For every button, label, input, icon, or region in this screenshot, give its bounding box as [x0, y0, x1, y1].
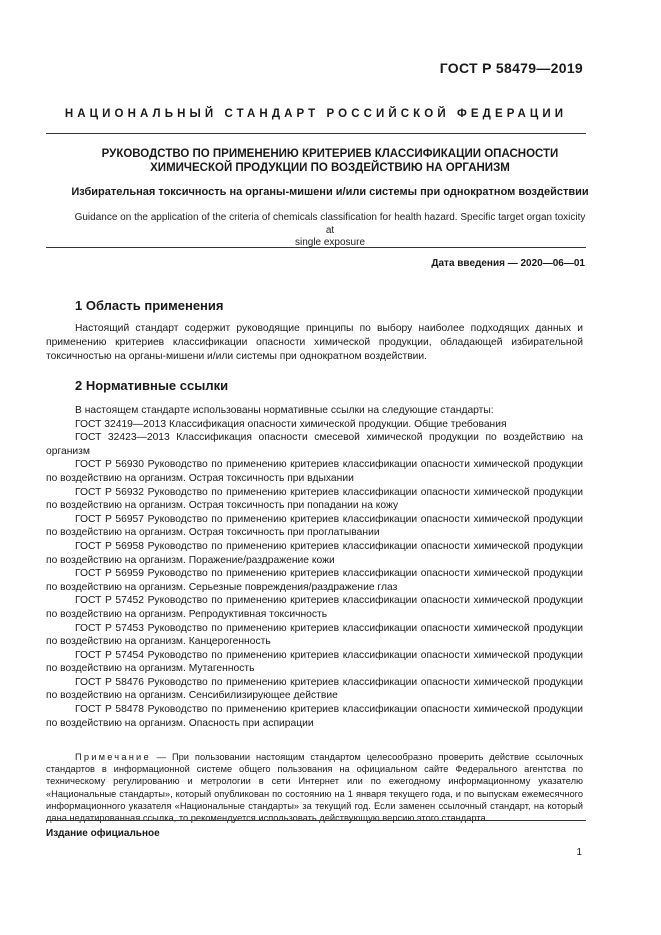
reference-item: ГОСТ Р 56959 Руководство по применению критериев классификации опасности химической продукции по воздействию на организм. Серьезные повреждения/раздражение глаз [46, 568, 583, 593]
title-en-line-1: Guidance on the application of the criteria of chemicals classification for health hazard. Specific target organ toxicity at [74, 212, 586, 236]
normative-references [46, 404, 583, 730]
note-label: Примечание [75, 752, 151, 762]
standard-number: ГОСТ Р 58479—2019 [439, 60, 583, 76]
reference-item: ГОСТ Р 57454 Руководство по применению критериев классификации опасности химической продукции по воздействию на организм. Мутагенность [46, 649, 583, 675]
footer-divider [46, 820, 586, 821]
section-2-heading: 2 Нормативные ссылки [75, 378, 229, 393]
document-subtitle-ru: Избирательная токсичность на органы-мишени и/или системы при однократном воздействии [71, 186, 589, 198]
title-line-1: РУКОВОДСТВО ПО ПРИМЕНЕНИЮ КРИТЕРИЕВ КЛАССИФИКАЦИИ ОПАСНОСТИ [101, 148, 559, 160]
note-text: — При пользовании настоящим стандартом целесообразно проверить действие ссылочных стандартов в информационной системе общего пользования на официальном сайте Федерального агентства по техническому регулированию и метрологии в сети Интернет или по ежегодному информационному указателю «Национальные стандарты», который опубликован по состоянию на 1 января текущего года, и по выпускам ежемесячного информационного указателя «Национальные стандарты» за текущий год. Если заменен ссылочный стандарт, на который дана недатированная ссылка, то рекомендуется использовать действующую версию этого стандарта [46, 752, 583, 824]
reference-item: ГОСТ Р 56958 Руководство по применению критериев классификации опасности химической продукции по воздействию на организм. Поражение/раздражение кожи [46, 540, 583, 566]
reference-item: ГОСТ Р 58476 Руководство по применению критериев классификации опасности химической продукции по воздействию на организм. Сенсибилизирующее действие [46, 676, 583, 702]
document-title-en [70, 212, 590, 250]
reference-item: ГОСТ 32419—2013 Классификация опасности химической продукции. Общие требования [75, 418, 507, 430]
reference-item: ГОСТ Р 57453 Руководство по применению критериев классификации опасности химической продукции по воздействию на организм. Канцерогенность [46, 622, 583, 648]
section-1-text [46, 322, 583, 364]
title-line-2: ХИМИЧЕСКОЙ ПРОДУКЦИИ ПО ВОЗДЕЙСТВИЮ НА ОРГАНИЗМ [150, 162, 510, 174]
national-standard-banner: НАЦИОНАЛЬНЫЙ СТАНДАРТ РОССИЙСКОЙ ФЕДЕРАЦИИ [64, 108, 568, 120]
reference-item: ГОСТ 32423—2013 Классификация опасности смесевой химической продукции по воздействию на организм [46, 432, 583, 457]
header-divider [46, 133, 586, 134]
reference-item: ГОСТ Р 56957 Руководство по применению критериев классификации опасности химической продукции по воздействию на организм. Острая токсичность при проглатывании [46, 513, 583, 539]
reference-item: ГОСТ Р 57452 Руководство по применению критериев классификации опасности химической продукции по воздействию на организм. Репродуктивная токсичность [46, 595, 583, 620]
title-divider [46, 247, 586, 248]
introduction-date: Дата введения — 2020—06—01 [431, 258, 585, 269]
page-number: 1 [576, 847, 582, 858]
reference-item: ГОСТ Р 58478 Руководство по применению критериев классификации опасности химической продукции по воздействию на организм. Опасность при аспирации [46, 704, 583, 729]
official-edition-label: Издание официальное [46, 828, 160, 839]
references-intro: В настоящем стандарте использованы нормативные ссылки на следующие стандарты: [75, 405, 494, 416]
section-1-heading: 1 Область применения [75, 298, 224, 313]
reference-item: ГОСТ Р 56930 Руководство по применению критериев классификации опасности химической продукции по воздействию на организм. Острая токсичность при вдыхании [46, 459, 583, 484]
title-en-line-2: single exposure [294, 237, 366, 248]
document-title-ru [60, 147, 600, 175]
section-1-body: Настоящий стандарт содержит руководящие принципы по выбору наиболее подходящих данных и применению критериев классификации опасности химической продукции, обладающей избирательной токсичностью на органы-мишени и/или системы при однократном воздействии. [46, 323, 583, 363]
note [46, 751, 583, 824]
reference-item: ГОСТ Р 56932 Руководство по применению критериев классификации опасности химической продукции по воздействию на организм. Острая токсичность при попадании на кожу [46, 486, 583, 512]
